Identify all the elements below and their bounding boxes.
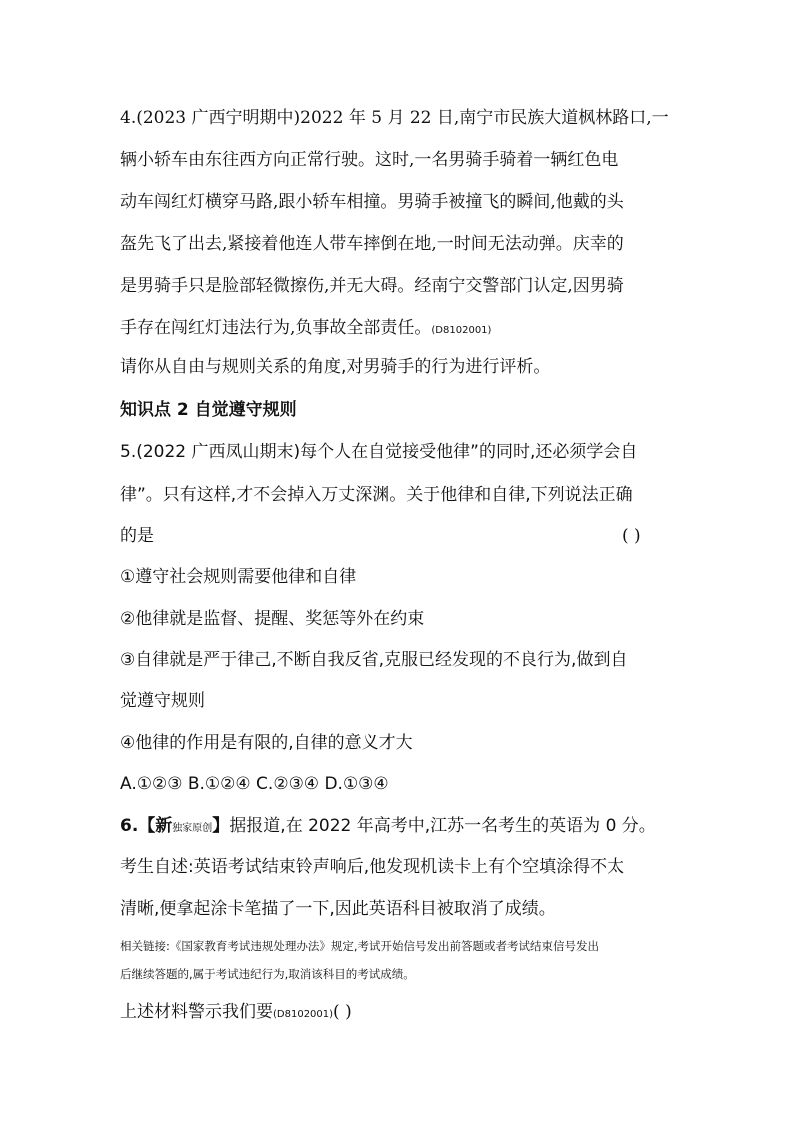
q6-tag-close: 】: [212, 816, 230, 836]
q6-line-1: [120, 815, 656, 840]
q4-line-6: [120, 317, 491, 342]
q5-option-4: ④他律的作用是有限的,自律的意义才大: [120, 733, 413, 753]
q5-option-1: ①遵守社会规则需要他律和自律: [120, 567, 357, 587]
q5-line-1: 5.(2022 广西凤山期末)每个人在自觉接受他律”的同时,还必须学会自: [120, 442, 638, 462]
q4-question-code: (D8102001): [431, 325, 492, 336]
q6-number: 6.: [120, 816, 139, 836]
q4-last-line-text: 手存在闯红灯违法行为,负事故全部责任。: [120, 318, 432, 338]
q6-question-text: 上述材料警示我们要: [120, 1002, 273, 1022]
q5-option-2: ②他律就是监督、提醒、奖惩等外在约束: [120, 609, 425, 629]
q6-line-2: 考生自述:英语考试结束铃声响后,他发现机读卡上有个空填涂得不太: [120, 857, 625, 877]
q6-question: [120, 1001, 352, 1026]
q6-line-3: 清晰,便拿起涂卡笔描了一下,因此英语科目被取消了成绩。: [120, 899, 556, 919]
q5-line-3: 的是: [120, 526, 154, 546]
section-heading: 知识点 2 自觉遵守规则: [120, 400, 297, 420]
q6-answer-blank: ( ): [333, 1002, 352, 1022]
q6-tag-new: 新: [155, 816, 173, 836]
q4-line-2: 辆小轿车由东往西方向正常行驶。这时,一名男骑手骑着一辆红色电: [120, 150, 619, 170]
q6-line-1-text: 据报道,在 2022 年高考中,江苏一名考生的英语为 0 分。: [229, 816, 656, 836]
q4-line-4: 盔先飞了出去,紧接着他连人带车摔倒在地,一时间无法动弹。庆幸的: [120, 234, 624, 254]
q4-line-1: 4.(2023 广西宁明期中)2022 年 5 月 22 日,南宁市民族大道枫林路口,一: [120, 108, 669, 128]
q6-question-code: (D8102001): [273, 1009, 334, 1020]
q6-related-link-note-2: 后继续答题的,属于考试违纪行为,取消该科目的考试成绩。: [120, 967, 415, 981]
q5-choices: A.①②③ B.①②④ C.②③④ D.①③④: [120, 774, 389, 794]
q5-answer-blank: ( ): [622, 526, 641, 546]
q5-option-3-cont: 觉遵守规则: [120, 691, 205, 711]
q6-tag-original: 独家原创: [172, 823, 213, 834]
q6-tag-open: 【: [138, 816, 156, 836]
q4-line-3: 动车闯红灯横穿马路,跟小轿车相撞。男骑手被撞飞的瞬间,他戴的头: [120, 192, 624, 212]
q5-option-3: ③自律就是严于律己,不断自我反省,克服已经发现的不良行为,做到自: [120, 650, 628, 670]
q4-line-5: 是男骑手只是脸部轻微擦伤,并无大碍。经南宁交警部门认定,因男骑: [120, 276, 624, 296]
q4-question: 请你从自由与规则关系的角度,对男骑手的行为进行评析。: [120, 357, 551, 377]
q5-line-2: 律”。只有这样,才不会掉入万丈深渊。关于他律和自律,下列说法正确: [120, 485, 633, 505]
q6-related-link-note-1: 相关链接:《国家教育考试违规处理办法》规定,考试开始信号发出前答题或者考试结束信号发出: [120, 939, 600, 953]
